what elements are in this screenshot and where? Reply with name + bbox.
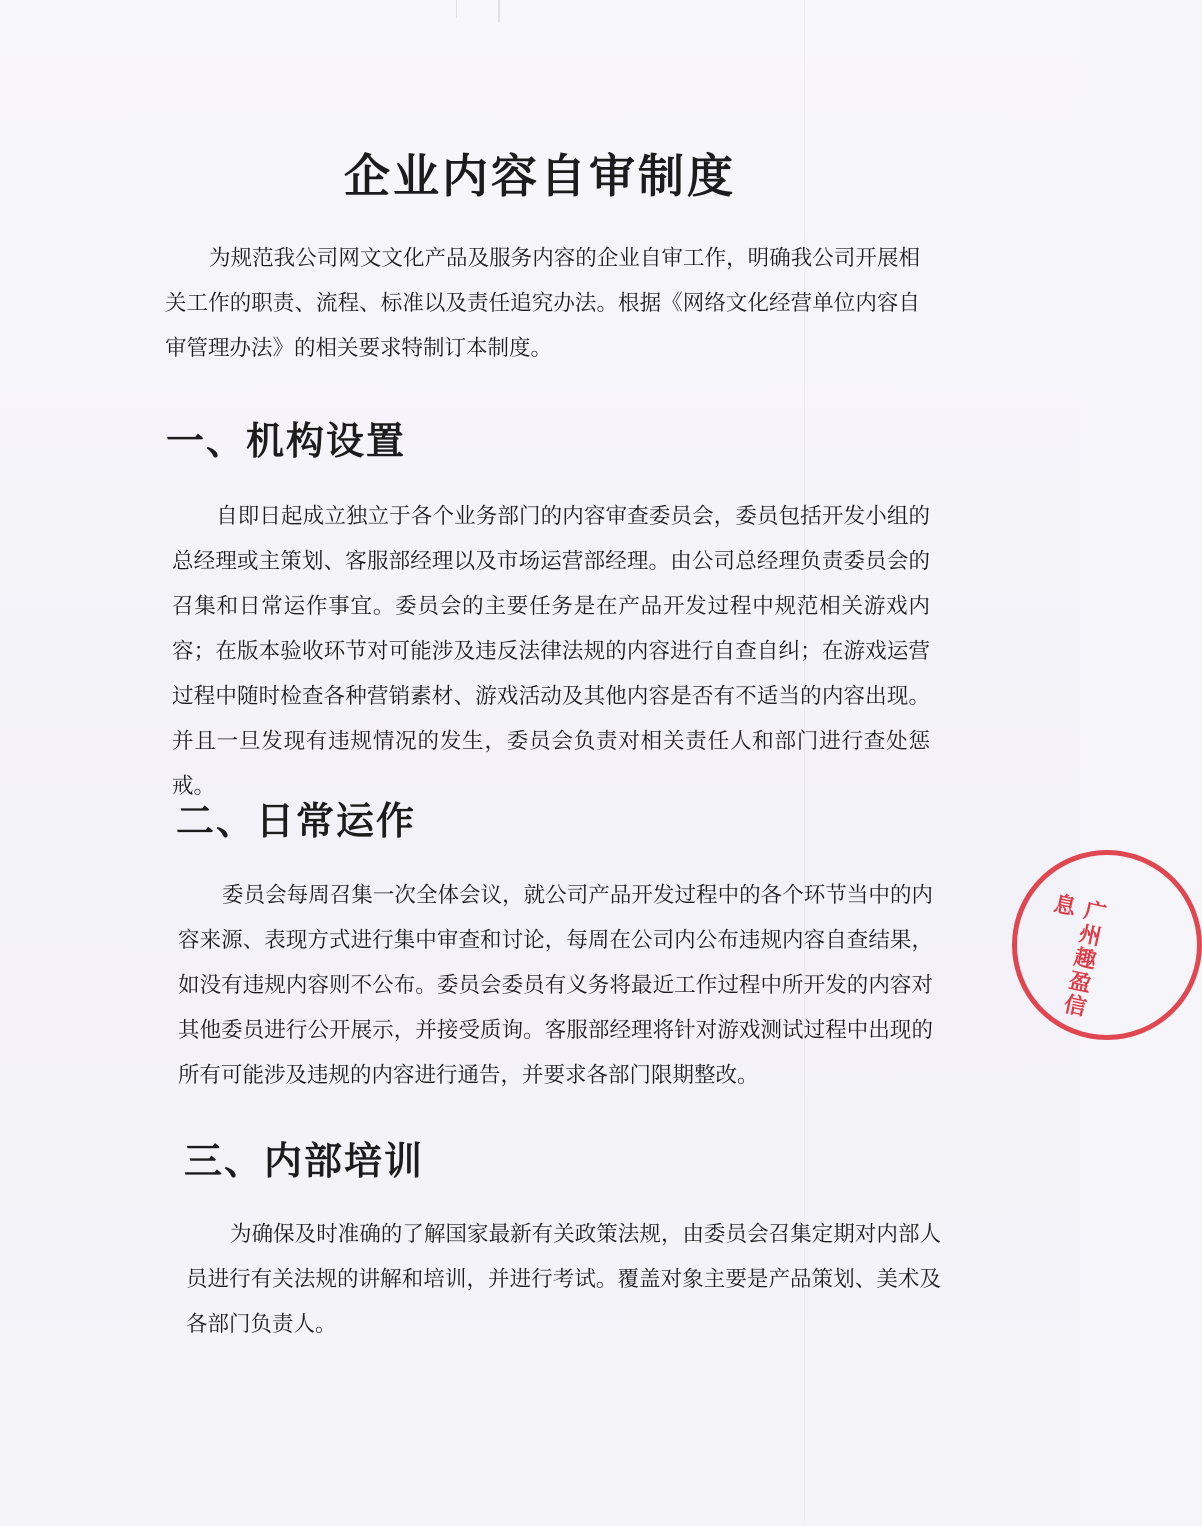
seal-text: 广州趣盈信息 [1048, 890, 1108, 1020]
section-2-body [178, 873, 933, 1098]
section-1-text: 自即日起成立独立于各个业务部门的内容审查委员会，委员包括开发小组的总经理或主策划、客服部经理以及市场运营部经理。由公司总经理负责委员会的召集和日常运作事宜。委员会的主要任务是在产品开发过程中规范相关游戏内容；在版本验收环节对可能涉及违反法律法规的内容进行自查自纠；在游戏运营过程中随时检查各种营销素材、游戏活动及其他内容是否有不适当的内容出现。并且一旦发现有违规情况的发生，委员会负责对相关责任人和部门进行查处惩戒。 [172, 504, 930, 799]
section-heading-2: 二、日常运作 [176, 799, 417, 843]
company-seal [1012, 850, 1202, 1040]
section-heading-1: 一、机构设置 [166, 419, 407, 463]
scan-mark [456, 0, 457, 18]
section-3-text: 为确保及时准确的了解国家最新有关政策法规，由委员会召集定期对内部人员进行有关法规的讲解和培训，并进行考试。覆盖对象主要是产品策划、美术及各部门负责人。 [186, 1222, 941, 1337]
section-heading-3: 三、内部培训 [184, 1139, 425, 1183]
section-1-body [172, 494, 930, 809]
intro-text: 为规范我公司网文文化产品及服务内容的企业自审工作，明确我公司开展相关工作的职责、流程、标准以及责任追究办法。根据《网络文化经营单位内容自审管理办法》的相关要求特制订本制度。 [165, 246, 920, 361]
intro-paragraph [165, 236, 920, 371]
scan-mark [498, 0, 500, 22]
document-title: 企业内容自审制度 [344, 149, 736, 203]
section-2-text: 委员会每周召集一次全体会议，就公司产品开发过程中的各个环节当中的内容来源、表现方式进行集中审查和讨论，每周在公司内公布违规内容自查结果，如没有违规内容则不公布。委员会委员有义务将最近工作过程中所开发的内容对其他委员进行公开展示，并接受质询。客服部经理将针对游戏测试过程中出现的所有可能涉及违规的内容进行通告，并要求各部门限期整改。 [178, 883, 933, 1088]
section-3-body [186, 1212, 941, 1347]
